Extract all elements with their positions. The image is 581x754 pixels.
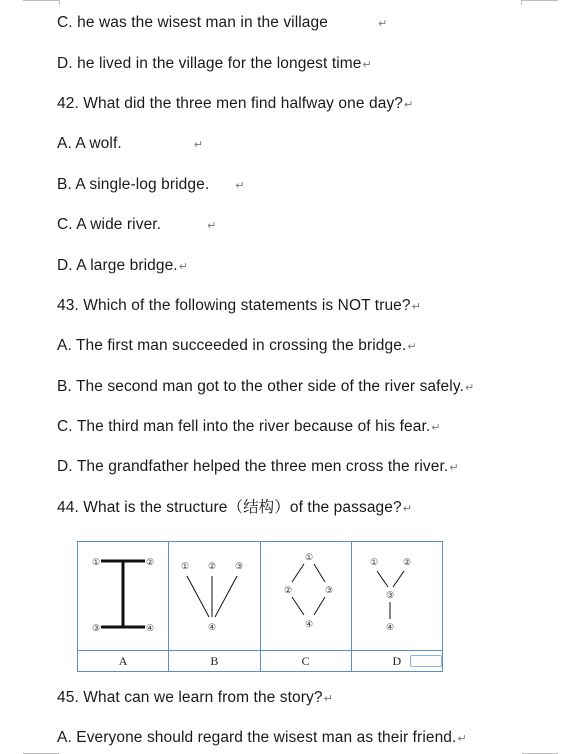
paragraph-mark-icon: ↵ <box>235 180 245 192</box>
option-text <box>57 336 417 357</box>
figure-label-d: D <box>351 651 442 672</box>
option-text <box>57 377 474 398</box>
option-text <box>57 175 245 196</box>
figure-label-c: C <box>260 651 351 672</box>
page-corner-mark <box>521 0 558 5</box>
question-text <box>57 296 421 317</box>
line-text: C. A wide river. <box>57 216 162 233</box>
paragraph-mark-icon: ↵ <box>449 462 459 474</box>
option-text <box>57 215 216 236</box>
paragraph-mark-icon: ↵ <box>411 301 421 313</box>
node-3: ③ <box>235 561 244 571</box>
figure-label-b: B <box>169 651 260 672</box>
line-text: A. Everyone should regard the wisest man as their friend. <box>57 729 457 746</box>
figure-option-b <box>169 542 260 651</box>
line-text: 42. What did the three men find halfway one day? <box>57 95 404 112</box>
paragraph-mark-icon: ↵ <box>402 503 413 515</box>
page-corner-mark <box>23 749 59 754</box>
line-text: D. A large bridge. <box>57 257 178 274</box>
paragraph-mark-icon: ↵ <box>193 139 204 151</box>
node-4: ④ <box>304 619 313 629</box>
option-text <box>57 457 459 478</box>
node-2: ② <box>208 561 217 571</box>
option-text <box>57 134 203 155</box>
option-text <box>57 256 188 277</box>
node-3: ③ <box>385 590 394 600</box>
line-text: B. The second man got to the other side of the river safely. <box>57 378 464 395</box>
option-text <box>57 728 467 749</box>
line-text: C. The third man fell into the river because of his fear. <box>57 418 431 435</box>
paragraph-mark-icon: ↵ <box>323 693 333 705</box>
figure-option-c <box>260 542 351 651</box>
node-4: ④ <box>145 623 155 633</box>
paragraph-mark-icon: ↵ <box>457 733 467 745</box>
page-corner-mark <box>522 749 558 754</box>
figure-option-a <box>78 542 169 651</box>
line-text: D. he lived in the village for the longest time <box>57 55 362 72</box>
page-corner-mark <box>23 0 60 5</box>
option-text <box>57 54 372 75</box>
node-3: ③ <box>91 623 101 633</box>
line-text: D. The grandfather helped the three men cross the river. <box>57 458 449 475</box>
node-1: ① <box>91 557 101 567</box>
node-1: ① <box>181 561 190 571</box>
line-text: A. A wolf. <box>57 135 122 152</box>
figure-option-d <box>351 542 442 651</box>
paragraph-mark-icon: ↵ <box>178 261 189 273</box>
option-text <box>57 417 441 438</box>
figure-label-a: A <box>78 651 169 672</box>
option-text <box>57 13 387 34</box>
question-text <box>57 94 413 115</box>
node-1: ① <box>304 552 313 562</box>
line-text: B. A single-log bridge. <box>57 176 210 193</box>
question-text <box>57 688 333 709</box>
structure-figure-table <box>77 541 443 672</box>
node-2: ② <box>402 557 411 567</box>
paragraph-mark-icon: ↵ <box>431 422 441 434</box>
comment-marker <box>410 655 442 667</box>
line-text: 45. What can we learn from the story? <box>57 689 323 706</box>
paragraph-mark-icon: ↵ <box>362 59 372 71</box>
paragraph-mark-icon: ↵ <box>377 18 388 30</box>
paragraph-mark-icon: ↵ <box>407 341 417 353</box>
paragraph-mark-icon: ↵ <box>464 382 475 394</box>
paragraph-mark-icon: ↵ <box>404 99 414 111</box>
line-text: 44. What is the structure（结构）of the passage? <box>57 499 402 516</box>
paragraph-mark-icon: ↵ <box>207 220 217 232</box>
line-text: C. he was the wisest man in the village <box>57 14 328 31</box>
node-4: ④ <box>385 622 394 632</box>
node-1: ① <box>369 557 378 567</box>
node-3: ③ <box>324 585 333 595</box>
node-4: ④ <box>208 622 217 632</box>
line-text: 43. Which of the following statements is NOT true? <box>57 297 411 314</box>
node-2: ② <box>283 585 292 595</box>
question-text <box>57 498 412 519</box>
line-text: A. The first man succeeded in crossing the bridge. <box>57 337 407 354</box>
node-2: ② <box>145 557 155 567</box>
